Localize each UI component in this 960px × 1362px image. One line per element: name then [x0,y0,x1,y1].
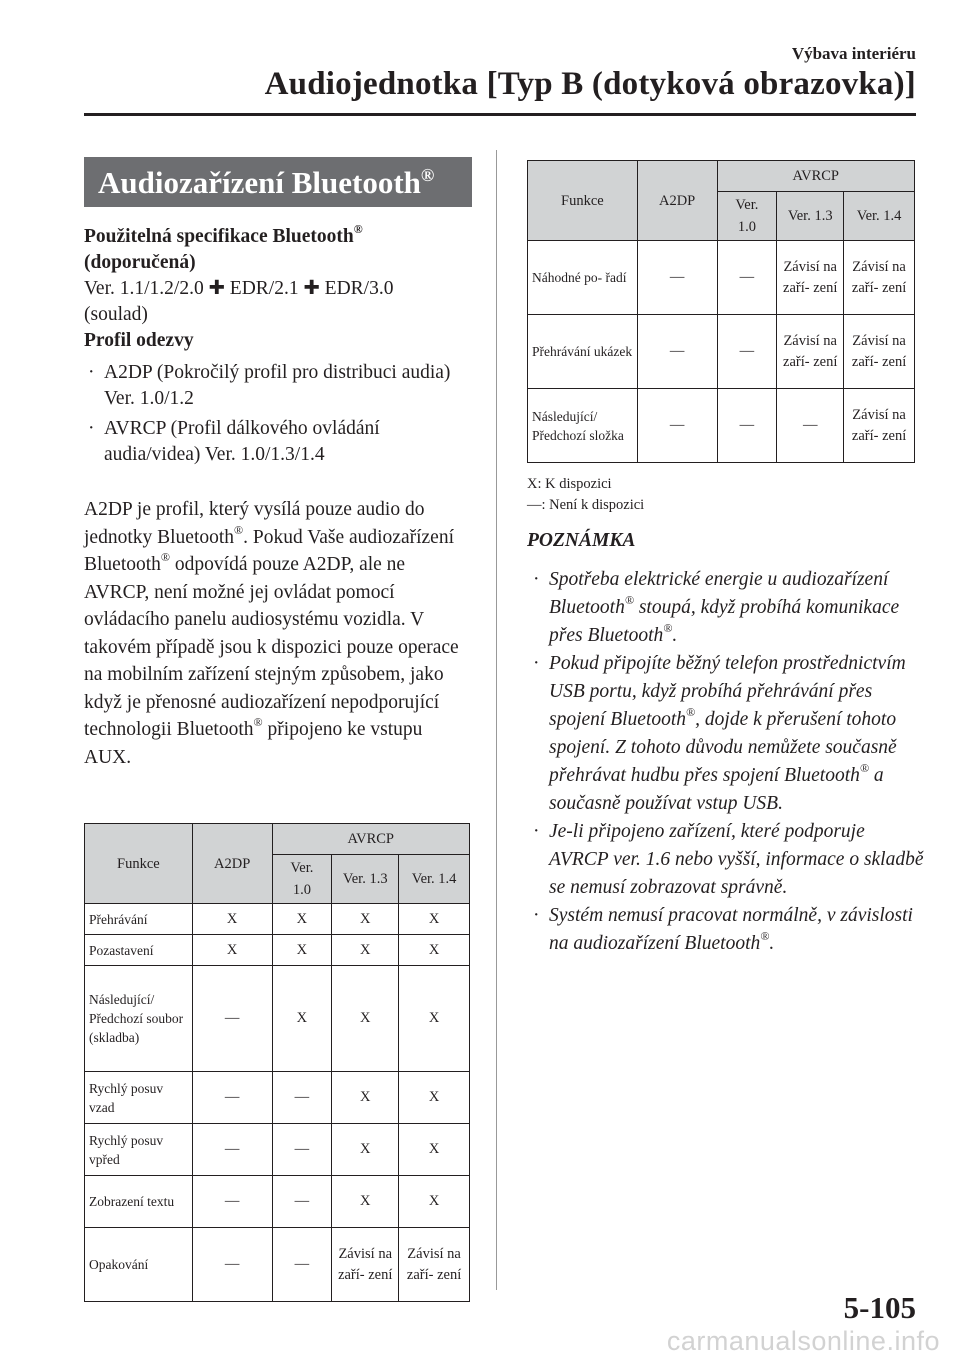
table-row [85,1124,470,1176]
profile-item: · AVRCP (Profil dálkového ovládání audia/videa) Ver. 1.0/1.3/1.4 [88,418,380,465]
ver13-cell: Závisí na zaří- zení [332,1228,399,1302]
col-header-ver10: Ver. 1.0 [717,192,777,241]
note-item: · Pokud připojíte běžný telefon prostřednictvím USB portu, když probíhá přehrávání přes spojení Bluetooth®, dojde k přerušení tohoto spojení. Z tohoto důvodu nemůžete současně přehrávat hudbu přes spojení Bluetooth® a současně používat vstup USB. [533,653,906,814]
col-header-a2dp: A2DP [192,824,272,904]
a2dp-cell: — [192,966,272,1072]
ver14-cell: Závisí na zaří- zení [844,241,915,315]
ver14-cell: Závisí na zaří- zení [844,389,915,463]
profile-heading: Profil odezvy [84,330,194,351]
col-header-avrcp: AVRCP [717,161,915,192]
a2dp-cell: — [637,241,717,315]
ver10-cell: — [272,1072,332,1124]
note-item: · Systém nemusí pracovat normálně, v závislosti na audiozařízení Bluetooth®. [533,905,913,954]
profile-item: · A2DP (Pokročilý profil pro distribuci audia) Ver. 1.0/1.2 [88,362,451,409]
a2dp-cell: — [192,1228,272,1302]
function-cell: Opakování [85,1228,193,1302]
ver10-cell: X [272,966,332,1072]
header-title: Audiojednotka [Typ B (dotyková obrazovka)] [264,66,916,102]
body-paragraph: A2DP je profil, který vysílá pouze audio do jednotky Bluetooth®. Pokud Vaše audiozařízení Bluetooth® odpovídá pouze A2DP, ale ne AVRCP, není možné jej ovládat pomocí ovládacího panelu audiosystému vozidla. V takovém případě jsou k dispozici pouze operace na mobilním zařízení stejným způsobem, jako když je přenosné audiozařízení nepodporující technologii Bluetooth® připojeno ke vstupu AUX. [84,499,459,768]
col-header-ver10: Ver. 1.0 [272,855,332,904]
table-row [85,935,470,966]
col-header-funkce: Funkce [85,824,193,904]
note-item: · Je-li připojeno zařízení, které podporuje AVRCP ver. 1.6 nebo vyšší, informace o skladbě se nemusí zobrazovat správně. [533,821,924,898]
a2dp-cell: X [192,904,272,935]
a2dp-cell: — [192,1072,272,1124]
ver13-cell: X [332,904,399,935]
table-row [85,1072,470,1124]
ver13-cell: — [777,389,844,463]
function-table-2 [527,160,915,463]
page-number: 5-105 [843,1290,916,1325]
a2dp-cell: — [637,389,717,463]
ver14-cell: Závisí na zaří- zení [844,315,915,389]
table-row [85,966,470,1072]
col-header-ver13: Ver. 1.3 [777,192,844,241]
note-list [527,566,927,958]
table-row [528,389,915,463]
note-box [527,530,927,958]
ver14-cell: X [399,1072,470,1124]
function-cell: Přehrávání [85,904,193,935]
ver10-cell: — [272,1176,332,1228]
ver13-cell: X [332,1072,399,1124]
col-header-avrcp: AVRCP [272,824,469,855]
col-header-a2dp: A2DP [637,161,717,241]
ver13-cell: X [332,1176,399,1228]
table-row [85,904,470,935]
note-title: POZNÁMKA [527,530,636,551]
a2dp-cell: X [192,935,272,966]
ver10-cell: — [717,315,777,389]
column-divider [496,150,497,1290]
ver10-cell: — [717,241,777,315]
ver13-cell: X [332,966,399,1072]
col-header-ver13: Ver. 1.3 [332,855,399,904]
legend-unavailable: —: Není k dispozici [527,497,645,513]
table-row [85,1228,470,1302]
function-cell: Náhodné po- řadí [528,241,638,315]
profile-list [84,360,472,468]
spec-heading: Použitelná specifikace Bluetooth® [84,222,363,247]
ver14-cell: Závisí na zaří- zení [399,1228,470,1302]
function-cell: Následující/ Předchozí soubor (skladba) [85,966,193,1072]
left-column [84,157,472,771]
ver10-cell: X [272,935,332,966]
ver14-cell: X [399,904,470,935]
ver13-cell: X [332,1124,399,1176]
note-item: · Spotřeba elektrické energie u audiozařízení Bluetooth® stoupá, když probíhá komunikace přes Bluetooth®. [533,569,900,646]
function-cell: Zobrazení textu [85,1176,193,1228]
a2dp-cell: — [192,1124,272,1176]
ver13-cell: X [332,935,399,966]
spec-block [84,224,472,468]
ver10-cell: — [272,1228,332,1302]
spec-heading-sub: (doporučená) [84,252,196,273]
ver14-cell: X [399,966,470,1072]
function-cell: Přehrávání ukázek [528,315,638,389]
function-cell: Rychlý posuv vpřed [85,1124,193,1176]
a2dp-cell: — [637,315,717,389]
function-cell: Pozastavení [85,935,193,966]
table-row [528,241,915,315]
table-row [528,315,915,389]
header-category: Výbava interiéru [791,44,916,63]
ver13-cell: Závisí na zaří- zení [777,241,844,315]
ver10-cell: X [272,904,332,935]
ver10-cell: — [717,389,777,463]
watermark: carmanualsonline.info [666,1326,940,1356]
ver10-cell: — [272,1124,332,1176]
table-legend [527,474,644,516]
col-header-funkce: Funkce [528,161,638,241]
ver14-cell: X [399,1124,470,1176]
col-header-ver14: Ver. 1.4 [844,192,915,241]
spec-version-line: Ver. 1.1/1.2/2.0 ✚ EDR/2.1 ✚ EDR/3.0 [84,278,394,299]
ver14-cell: X [399,1176,470,1228]
table-row [85,1176,470,1228]
function-table-1 [84,823,470,1302]
function-cell: Rychlý posuv vzad [85,1072,193,1124]
section-title: Audiozařízení Bluetooth® [84,157,472,207]
function-cell: Následující/ Předchozí složka [528,389,638,463]
col-header-ver14: Ver. 1.4 [399,855,470,904]
ver13-cell: Závisí na zaří- zení [777,315,844,389]
legend-available: X: K dispozici [527,476,612,492]
a2dp-cell: — [192,1176,272,1228]
header-rule [84,113,916,116]
ver14-cell: X [399,935,470,966]
spec-compliance: (soulad) [84,304,148,325]
